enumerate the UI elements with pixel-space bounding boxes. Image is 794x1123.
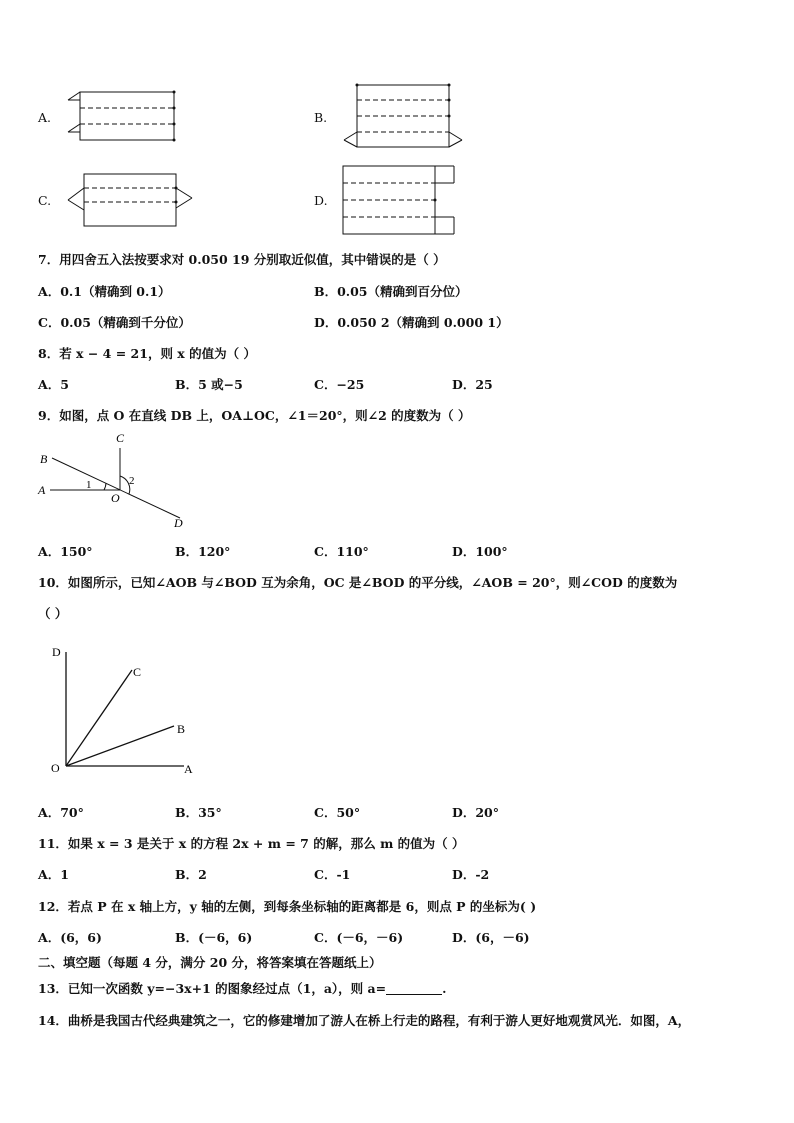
q10-label-o: O	[51, 761, 60, 775]
q9-option-d: D．100°	[452, 544, 508, 559]
q9-option-c: C．110°	[314, 544, 369, 559]
q10-option-d: D．20°	[452, 805, 499, 820]
q13-stem-end: .	[442, 981, 447, 996]
q9-label-angle-2: 2	[129, 475, 135, 487]
q9-stem: 9．如图，点 O 在直线 DB 上，OA⊥OC，∠1＝20°，则∠2 的度数为（ ）	[38, 408, 471, 423]
q6-option-b-label: B.	[314, 110, 328, 125]
q10-label-d: D	[52, 645, 61, 659]
q10-label-b: B	[177, 722, 186, 736]
q9-label-a: A	[38, 483, 46, 497]
q10-option-b: B．35°	[175, 805, 222, 820]
q10-label-c: C	[133, 665, 142, 679]
q12-option-a: A．(6，6)	[38, 930, 102, 945]
q11-option-d: D．-2	[452, 867, 490, 882]
q7-option-a: A．0.1（精确到 0.1）	[38, 284, 171, 299]
q12-option-b: B．(－6，6)	[175, 930, 253, 945]
q11-option-b: B．2	[175, 867, 207, 882]
q11-option-a: A．1	[38, 867, 69, 882]
q6-option-c-figure	[62, 170, 202, 230]
q10-figure	[44, 640, 204, 780]
q6-option-a-label: A.	[38, 110, 52, 125]
q6-option-c-label: C.	[38, 193, 52, 208]
q8-option-c: C．−25	[314, 377, 365, 392]
q11-stem: 11．如果 x = 3 是关于 x 的方程 2x + m = 7 的解，那么 m 的值为（ ）	[38, 836, 465, 851]
q9-label-b: B	[40, 452, 48, 466]
q13-stem-text: 13．已知一次函数 y=−3x+1 的图象经过点（1，a），则 a=	[38, 981, 387, 996]
q10-option-c: C．50°	[314, 805, 361, 820]
q8-option-a: A．5	[38, 377, 69, 392]
q10-option-a: A．70°	[38, 805, 84, 820]
q8-option-d: D．25	[452, 377, 493, 392]
q6-option-d-figure	[340, 163, 460, 237]
q9-option-b: B．120°	[175, 544, 231, 559]
q13-stem	[38, 979, 446, 997]
q7-stem: 7．用四舍五入法按要求对 0.050 19 分别取近似值，其中错误的是（ ）	[38, 252, 446, 267]
q9-label-angle-1: 1	[86, 479, 92, 491]
q9-label-o: O	[111, 491, 120, 505]
q13-answer-blank[interactable]	[386, 982, 442, 995]
q10-label-a: A	[184, 762, 193, 776]
q7-option-b: B．0.05（精确到百分位）	[314, 284, 468, 299]
q12-option-c: C．(－6，－6)	[314, 930, 404, 945]
section-heading: 二、填空题（每题 4 分，满分 20 分，将答案填在答题纸上）	[38, 955, 382, 970]
q6-option-d-label: D.	[314, 193, 328, 208]
q12-stem: 12．若点 P 在 x 轴上方，y 轴的左侧，到每条坐标轴的距离都是 6，则点 P 的坐标为( )	[38, 899, 537, 914]
q6-option-b-figure	[340, 82, 470, 154]
q9-option-a: A．150°	[38, 544, 93, 559]
q10-stem: 10．如图所示，已知∠AOB 与∠BOD 互为余角，OC 是∠BOD 的平分线，∠AOB = 20°，则∠COD 的度数为	[38, 575, 678, 590]
q6-option-a-figure	[60, 88, 190, 148]
q7-option-d: D．0.050 2（精确到 0.000 1）	[314, 315, 509, 330]
q14-stem: 14．曲桥是我国古代经典建筑之一，它的修建增加了游人在桥上行走的路程，有利于游人更好地观赏风光．如图，A，	[38, 1013, 691, 1028]
q9-label-c: C	[116, 431, 125, 445]
q8-option-b: B．5 或−5	[175, 377, 243, 392]
q10-stem-continued: （ ）	[38, 606, 68, 621]
q11-option-c: C．-1	[314, 867, 351, 882]
q9-label-d: D	[174, 516, 183, 530]
q8-stem: 8．若 x − 4 = 21，则 x 的值为（ ）	[38, 346, 256, 361]
q12-option-d: D．(6，－6)	[452, 930, 530, 945]
q7-option-c: C．0.05（精确到千分位）	[38, 315, 191, 330]
q9-figure	[34, 428, 204, 534]
